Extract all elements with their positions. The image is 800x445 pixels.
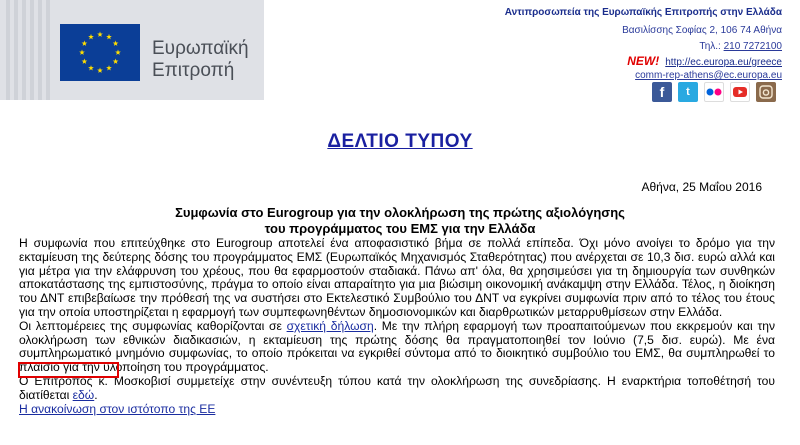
paragraph-3 [19,375,775,403]
press-body [19,237,775,416]
twitter-icon[interactable]: t [678,82,698,102]
headline-line-2: του προγράμματος του ΕΜΣ για την Ελλάδα [264,221,536,236]
logo-text [152,38,249,82]
header-address: Βασιλίσσης Σοφίας 2, 106 74 Αθήνα [622,25,782,36]
annotation-box [18,362,119,378]
headline-line-1: Συμφωνία στο Eurogroup για την ολοκλήρωση της πρώτης αξιολόγησης [175,205,625,220]
logo-line-2: Επιτροπή [152,60,235,81]
header-phone [699,40,782,54]
p3-text-b: . [94,387,98,402]
logo-line-1: Ευρωπαϊκή [152,38,249,59]
press-date: Αθήνα, 25 Μαΐου 2016 [641,180,762,194]
facebook-icon[interactable]: f [652,82,672,102]
here-link[interactable]: εδώ [72,387,95,402]
youtube-icon[interactable] [730,82,750,102]
highlighted-word: συμπληρωματικό [19,346,112,361]
p2-text-b: . Με την πλήρη εφαρμογή των προαπαιτούμενων που εκκρεμούν και την ολοκλήρωση των εθνικών διαδικασιών, η εκταμίευση της πρώτης δόσης θα πραγματοποιηθεί τον Ιούνιο (7,5 δισ. ευρώ). Με ένα [19,318,775,347]
ec-logo [0,0,264,100]
social-links [652,82,776,102]
new-badge: NEW! [627,54,660,68]
email-link[interactable]: comm-rep-athens@ec.europa.eu [635,70,782,81]
header-title: Αντιπροσωπεία της Ευρωπαϊκής Επιτροπής στην Ελλάδα [504,7,782,18]
paragraph-2 [19,320,775,375]
statement-link[interactable]: σχετική δήλωση [286,318,374,333]
phone-label: Τηλ.: [699,41,724,52]
eu-flag-icon [60,24,140,81]
instagram-icon[interactable] [756,82,776,102]
website-link[interactable]: http://ec.europa.eu/greece [665,57,782,68]
p2-text-c: μνημόνιο συμφωνίας, το οποίο πρόκειται να εγκριθεί σύντομα από το διοικητικό συμβούλιο του ΕΜΣ, θα συμπληρωθεί το πλαίσιο για την υλοποίηση του προγράμματος. [19,346,775,375]
eu-announcement-link[interactable]: Η ανακοίνωση στον ιστότοπο της ΕΕ [19,401,216,416]
phone-link[interactable]: 210 7272100 [723,41,782,52]
headline [0,205,800,237]
p3-text-a: Ο Επίτροπος κ. Μοσκοβισί συμμετείχε στην συνέντευξη τύπου κατά την ολοκλήρωση της συνεδρίασης. Η εναρκτήρια τοποθέτησή του διατίθεται [19,373,775,402]
page-title: ΔΕΛΤΙΟ ΤΥΠΟΥ [327,131,473,152]
flickr-icon[interactable] [704,82,724,102]
p2-text-a: Οι λεπτομέρειες της συμφωνίας καθορίζονται σε [19,318,287,333]
paragraph-1: Η συμφωνία που επιτεύχθηκε στο Eurogroup αποτελεί ένα αποφασιστικό βήμα σε πολλά επίπεδα. Όχι μόνο ανοίγει το δρόμο για την εκταμίευση της δεύτερης δόσης του προγράμματος ΕΜΣ (Ευρωπαϊκός Μηχανισμός Σταθερότητας) που ανέρχεται σε 10,3 δισ. ευρώ αλλά και για μέτρα για την ελάφρυνση του χρέους, που θα εφαρμοστούν σταδιακά. Πάνω απ' όλα, θα χρησιμεύσει για τη δημιουργία των συνθηκών αποκατάστασης της εμπιστοσύνης, πράγμα το οποίο είναι απαραίτητο για μια βιώσιμη οικονομική ανάκαμψη στην Ελλάδα. Τέλος, η διοίκηση του ΔΝΤ επιβεβαίωσε την πρόθεσή της να συστήσει στο Εκτελεστικό Συμβούλιο του ΔΝΤ να εγκρίνει συμφωνία πριν από το τέλος του έτους για την οποία υποστηρίζεται η εφαρμογή των συμπεφωνηθέντων δημοσιονομικών και διαρθρωτικών μεταρρυθμίσεων στην Ελλάδα. [19,236,775,319]
paragraph-4 [19,403,775,417]
